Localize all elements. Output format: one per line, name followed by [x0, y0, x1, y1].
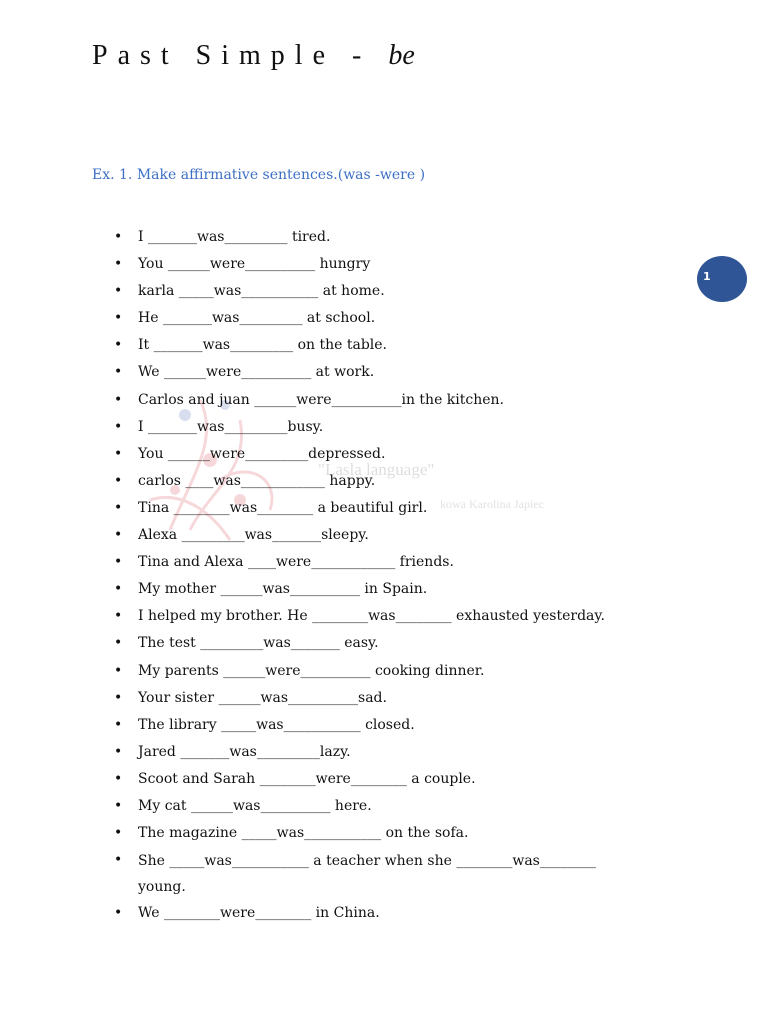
page-title: [92, 40, 415, 72]
page-number: 1: [703, 270, 711, 283]
title-emphasis: be: [388, 40, 415, 71]
watermark-text-line2: kowa Karolina Japiec: [440, 497, 544, 511]
sentence-item: • Tina ________was________ a beautiful girl.: [0, 495, 700, 522]
sentence-item: • I _______was_________ tired.: [0, 224, 700, 251]
sentence-item: • She _____was___________ a teacher when she ________was________ young.: [0, 847, 638, 900]
sentence-item: • The magazine _____was___________ on the sofa.: [0, 820, 700, 847]
sentence-item: • We ______were__________ at work.: [0, 359, 700, 386]
sentence-item: • My cat ______was__________ here.: [0, 793, 700, 820]
watermark-text-line1: "Lasla language": [318, 460, 435, 479]
sentence-item: • Your sister ______was__________sad.: [0, 685, 700, 712]
sentence-item: • Tina and Alexa ____were____________ friends.: [0, 549, 700, 576]
sentence-item: • My parents ______were__________ cooking dinner.: [0, 658, 700, 685]
sentence-item: • It _______was_________ on the table.: [0, 332, 700, 359]
exercise-heading: Ex. 1. Make affirmative sentences.(was -were ): [92, 167, 426, 183]
title-main: Past Simple -: [92, 40, 389, 71]
sentence-item: • You ______were_________depressed.: [0, 441, 700, 468]
sentence-item: • My mother ______was__________ in Spain.: [0, 576, 700, 603]
sentence-item: • Alexa _________was_______sleepy.: [0, 522, 700, 549]
sentence-list: [0, 224, 700, 927]
sentence-item: • carlos ____was____________ happy.: [0, 468, 700, 495]
sentence-item: • The library _____was___________ closed.: [0, 712, 700, 739]
sentence-item: • He _______was_________ at school.: [0, 305, 700, 332]
sentence-item: • I _______was_________busy.: [0, 414, 700, 441]
sentence-item: • We ________were________ in China.: [0, 900, 700, 927]
sentence-item: • Carlos and juan ______were__________in the kitchen.: [0, 387, 700, 414]
sentence-item: • The test _________was_______ easy.: [0, 630, 700, 657]
sentence-item: • karla _____was___________ at home.: [0, 278, 700, 305]
page-number-badge: [697, 256, 747, 302]
sentence-item: • Jared _______was_________lazy.: [0, 739, 700, 766]
sentence-item: • Scoot and Sarah ________were________ a couple.: [0, 766, 700, 793]
sentence-item: • I helped my brother. He ________was________ exhausted yesterday.: [0, 603, 700, 630]
sentence-item: • You ______were__________ hungry: [0, 251, 700, 278]
